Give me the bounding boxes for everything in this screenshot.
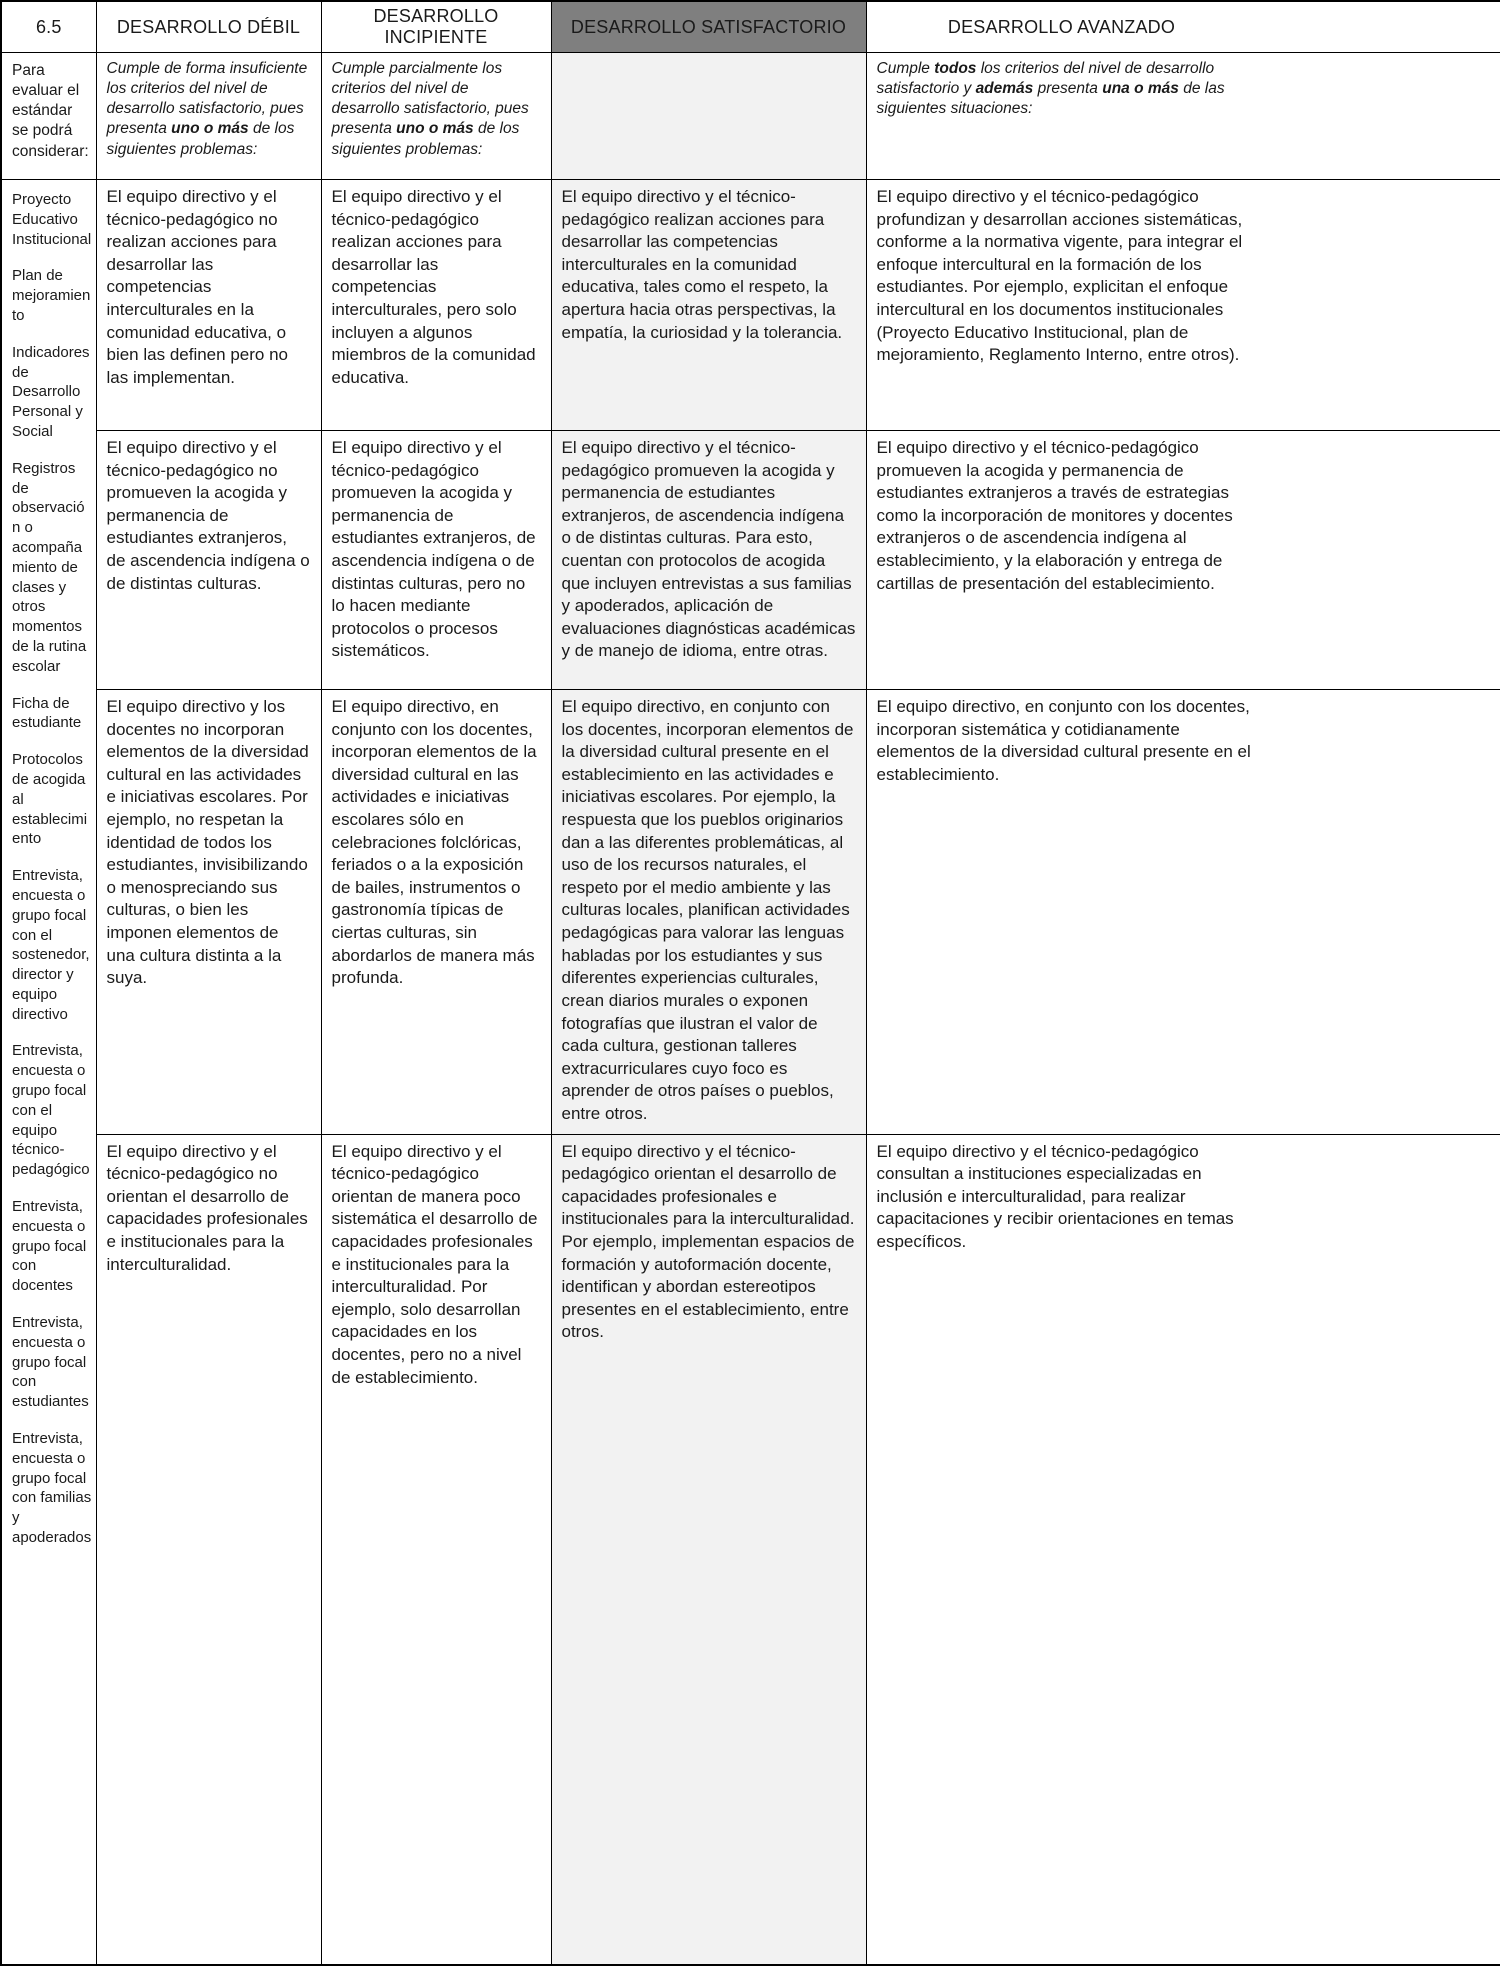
criteria-text-avanzado: Cumple todos los criterios del nivel de desarrollo satisfactorio y además presenta una o más de las siguientes situaciones: [876,60,1225,118]
descriptor-text: El equipo directivo y el técnico-pedagógico promueven la acogida y permanencia de estudiantes extranjeros, de ascendencia indígena o de distintas culturas. Para esto, cuentan con protocolos de acogida que incluyen entrevistas a sus familias y apoderados, aplicación de evaluaciones diagnósticas académicas y de manejo de idioma, entre otras. [561,438,856,661]
descriptor-text: El equipo directivo y el técnico-pedagógico promueven la acogida y permanencia de estudiantes extranjeros, de ascendencia indígena o de distintas culturas, pero no lo hacen mediante protocolos o procesos sistemáticos. [331,438,536,661]
descriptor-text: El equipo directivo y el técnico-pedagógico realizan acciones para desarrollar las competencias interculturales en la comunidad educativa, tales como el respeto, la apertura hacia otras perspectivas, la empatía, la curiosidad y la tolerancia. [561,187,843,342]
rubric-row-4 [1,1134,1500,1965]
criteria-cell-avanzado [866,53,1500,180]
criteria-cell-satisfactorio [551,53,866,180]
descriptor-text: El equipo directivo y el técnico-pedagógico profundizan y desarrollan acciones sistemáticas, conforme a la normativa vigente, para integrar el enfoque intercultural en la formación de los estudiantes. Por ejemplo, explicitan el enfoque intercultural en los documentos institucionales (Proyecto Educativo Institucional, plan de mejoramiento, Reglamento Interno, entre otros). [876,187,1243,365]
source-item: Ficha de estudiante [12,694,82,732]
criteria-text-incipiente: Cumple parcialmente los criterios del nivel de desarrollo satisfactorio, pues presenta uno o más de los siguientes problemas: [331,60,529,158]
header-label-avanzado: DESARROLLO AVANZADO [947,16,1176,37]
cell-row3-debil [96,690,321,1135]
rubric-row-1 [1,180,1500,431]
source-item: Registros de observación o acompañamiento de clases y otros momentos de la rutina escolar [12,459,87,675]
descriptor-text: El equipo directivo, en conjunto con los docentes, incorporan elementos de la diversidad cultural en las actividades e iniciativas escolares sólo en celebraciones folclóricas, feriados o a la exposición de bailes, instrumentos o gastronomía típicas de ciertas culturas, sin abordarlos de manera más profunda. [331,697,537,988]
descriptor-text: El equipo directivo y el técnico-pedagógico no orientan el desarrollo de capacidades profesionales e institucionales para la interculturalidad. [106,1141,308,1274]
cell-row1-incipiente [321,180,551,431]
descriptor-text: El equipo directivo y el técnico-pedagógico orientan de manera poco sistemática el desarrollo de capacidades profesionales e institucionales para la interculturalidad. Por ejemplo, solo desarrollan capacidades en los docentes, pero no a nivel de establecimiento. [331,1141,538,1387]
cell-row2-debil [96,431,321,690]
evaluation-note: Para evaluar el estándar se podrá considerar: [1,53,96,180]
source-item: Proyecto Educativo Institucional [12,191,92,248]
cell-row4-debil [96,1134,321,1965]
descriptor-text: El equipo directivo y el técnico-pedagógico no realizan acciones para desarrollar las competencias interculturales en la comunidad educativa, o bien las definen pero no las implementan. [106,187,288,387]
header-cell-avanzado [866,1,1500,53]
cell-row4-incipiente [321,1134,551,1965]
header-cell-satisfactorio: DESARROLLO SATISFACTORIO [551,1,866,53]
cell-row4-satisfactorio [551,1134,866,1965]
cell-row4-avanzado [866,1134,1500,1965]
cell-row2-satisfactorio [551,431,866,690]
source-item: Entrevista, encuesta o grupo focal con el sostenedor, director y equipo directivo [12,867,90,1023]
source-item: Entrevista, encuesta o grupo focal con el equipo técnico-pedagógico [12,1042,90,1179]
cell-row1-avanzado [866,180,1500,431]
descriptor-text: El equipo directivo y los docentes no incorporan elementos de la diversidad cultural en las actividades e iniciativas escolares. Por ejemplo, no respetan la identidad de todos los estudiantes, invisibilizando o menospreciando sus culturas, o bien les imponen elementos de una cultura distinta a la suya. [106,697,309,988]
source-item: Protocolos de acogida al establecimiento [12,751,88,848]
criteria-text-debil: Cumple de forma insuficiente los criterios del nivel de desarrollo satisfactorio, pues presenta uno o más de los siguientes problemas: [106,60,308,158]
descriptor-text: El equipo directivo, en conjunto con los docentes, incorporan elementos de la diversidad cultural presente en el establecimiento en las actividades e iniciativas escolares. Por ejemplo, la respuesta que los pueblos originarios dan a las diferentes problemáticas, al uso de los recursos naturales, el respeto por el medio ambiente y las culturas locales, planifican actividades pedagógicas para valorar las lenguas habladas por los estudiantes y sus diferentes experiencias culturales, crean diarios murales o exponen fotografías que ilustran el valor de cada cultura, gestionan talleres extracurriculares cuyo foco es aprender de otros países o pueblos, entre otros. [561,697,854,1123]
descriptor-text: El equipo directivo y el técnico-pedagógico promueven la acogida y permanencia de estudiantes extranjeros a través de estrategias como la incorporación de monitores y docentes extranjeros o de ascendencia indígena al establecimiento, y la elaboración y entrega de cartillas de presentación del establecimiento. [876,438,1233,593]
source-item: Entrevista, encuesta o grupo focal con estudiantes [12,1314,89,1411]
header-cell-incipiente: DESARROLLO INCIPIENTE [321,1,551,53]
descriptor-text: El equipo directivo y el técnico-pedagógico orientan el desarrollo de capacidades profesionales e institucionales para la interculturalidad. Por ejemplo, implementan espacios de formación y autoformación docente, identifican y abordan estereotipos presentes en el establecimiento, entre otros. [561,1141,855,1342]
rubric-row-3 [1,690,1500,1135]
descriptor-text: El equipo directivo y el técnico-pedagógico no promueven la acogida y permanencia de estudiantes extranjeros, de ascendencia indígena o de distintas culturas. [106,438,310,593]
source-item: Entrevista, encuesta o grupo focal con familias y apoderados [12,1430,92,1547]
header-cell-debil: DESARROLLO DÉBIL [96,1,321,53]
descriptor-text: El equipo directivo y el técnico-pedagógico realizan acciones para desarrollar las competencias interculturales, pero solo incluyen a algunos miembros de la comunidad educativa. [331,187,536,387]
cell-row2-incipiente [321,431,551,690]
criteria-cell-debil [96,53,321,180]
cell-row3-avanzado [866,690,1500,1135]
cell-row1-debil [96,180,321,431]
cell-row2-avanzado [866,431,1500,690]
source-item: Entrevista, encuesta o grupo focal con docentes [12,1198,87,1295]
standard-number: 6.5 [1,1,96,53]
descriptor-text: El equipo directivo, en conjunto con los docentes, incorporan sistemática y cotidianamente elementos de la diversidad cultural presente en el establecimiento. [876,697,1251,784]
cell-row1-satisfactorio [551,180,866,431]
criteria-cell-incipiente [321,53,551,180]
evidence-sources-list [12,190,92,1548]
cell-row3-satisfactorio [551,690,866,1135]
criteria-row [1,53,1500,180]
evidence-sources-cell [1,180,96,1966]
source-item: Indicadores de Desarrollo Personal y Social [12,343,90,440]
source-item: Plan de mejoramiento [12,267,91,324]
descriptor-text: El equipo directivo y el técnico-pedagógico consultan a instituciones especializadas en inclusión e interculturalidad, para realizar capacitaciones y recibir orientaciones en temas específicos. [876,1141,1234,1252]
rubric-row-2 [1,431,1500,690]
cell-row3-incipiente [321,690,551,1135]
header-row [1,1,1500,53]
